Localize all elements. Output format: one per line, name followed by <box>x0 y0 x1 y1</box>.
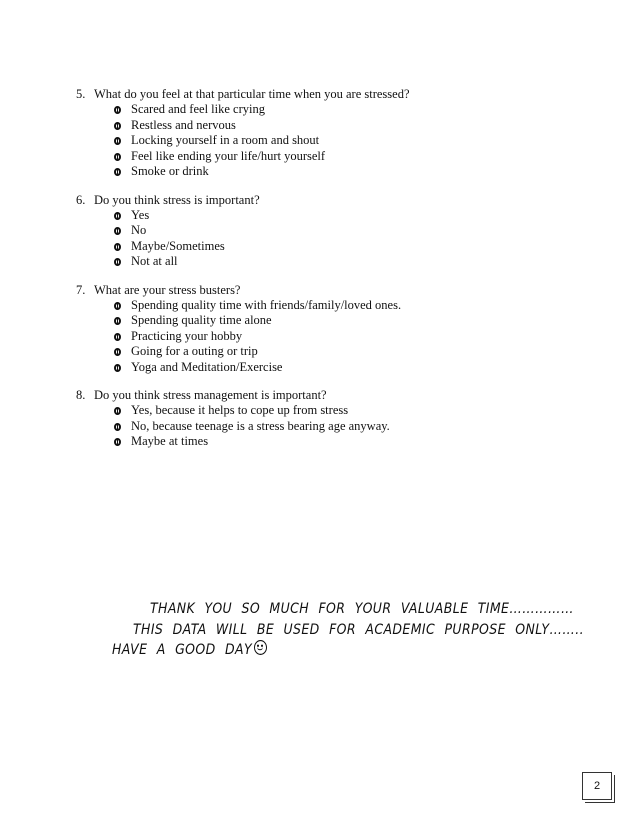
question-number: 7. <box>76 282 86 297</box>
thank-you-line: THANK YOU SO MUCH FOR YOUR VALUABLE TIME…………… <box>150 599 574 617</box>
bullet-icon <box>114 333 121 341</box>
options-list <box>76 208 596 270</box>
bullet-icon <box>114 243 121 251</box>
list-item: Spending quality time alone <box>76 313 596 329</box>
list-item: Going for a outing or trip <box>76 344 596 360</box>
bullet-icon <box>114 423 121 431</box>
bullet-icon <box>114 212 121 220</box>
list-item: No, because teenage is a stress bearing age anyway. <box>76 419 596 435</box>
bullet-icon <box>114 438 121 446</box>
options-list <box>76 403 596 450</box>
list-item: Spending quality time with friends/family/loved ones. <box>76 298 596 314</box>
list-item: Maybe at times <box>76 434 596 450</box>
bullet-icon <box>114 106 121 114</box>
list-item: Yoga and Meditation/Exercise <box>76 360 596 376</box>
list-item: Maybe/Sometimes <box>76 239 596 255</box>
list-item: Smoke or drink <box>76 164 596 180</box>
bullet-icon <box>114 153 121 161</box>
bullet-icon <box>114 364 121 372</box>
question-number: 5. <box>76 87 86 101</box>
question-text: Do you think stress is important? <box>94 192 260 207</box>
list-item: Yes <box>76 208 596 224</box>
question-7 <box>76 282 596 376</box>
list-item: Not at all <box>76 254 596 270</box>
options-list <box>76 298 596 376</box>
list-item: Restless and nervous <box>76 118 596 134</box>
bullet-icon <box>114 348 121 356</box>
bullet-icon <box>114 227 121 235</box>
questions-list <box>76 86 596 462</box>
list-item: No <box>76 223 596 239</box>
list-item: Locking yourself in a room and shout <box>76 133 596 149</box>
question-text: Do you think stress management is important? <box>94 388 327 402</box>
question-text: What do you feel at that particular time when you are stressed? <box>94 87 410 101</box>
bullet-icon <box>114 168 121 176</box>
options-list <box>76 102 596 180</box>
bullet-icon <box>114 122 121 130</box>
smiley-icon <box>254 640 267 655</box>
data-usage-line: THIS DATA WILL BE USED FOR ACADEMIC PURPOSE ONLY…….. <box>133 620 584 638</box>
list-item: Yes, because it helps to cope up from stress <box>76 403 596 419</box>
list-item: Feel like ending your life/hurt yourself <box>76 149 596 165</box>
page-number: 2 <box>582 772 612 800</box>
question-number: 8. <box>76 388 86 402</box>
question-8 <box>76 387 596 450</box>
bullet-icon <box>114 258 121 266</box>
question-5 <box>76 86 596 180</box>
bullet-icon <box>114 317 121 325</box>
question-number: 6. <box>76 192 86 207</box>
question-text: What are your stress busters? <box>94 282 241 297</box>
bullet-icon <box>114 137 121 145</box>
good-day-line: HAVE A GOOD DAY <box>112 640 267 657</box>
list-item: Scared and feel like crying <box>76 102 596 118</box>
bullet-icon <box>114 407 121 415</box>
list-item: Practicing your hobby <box>76 329 596 345</box>
bullet-icon <box>114 302 121 310</box>
question-6 <box>76 192 596 270</box>
